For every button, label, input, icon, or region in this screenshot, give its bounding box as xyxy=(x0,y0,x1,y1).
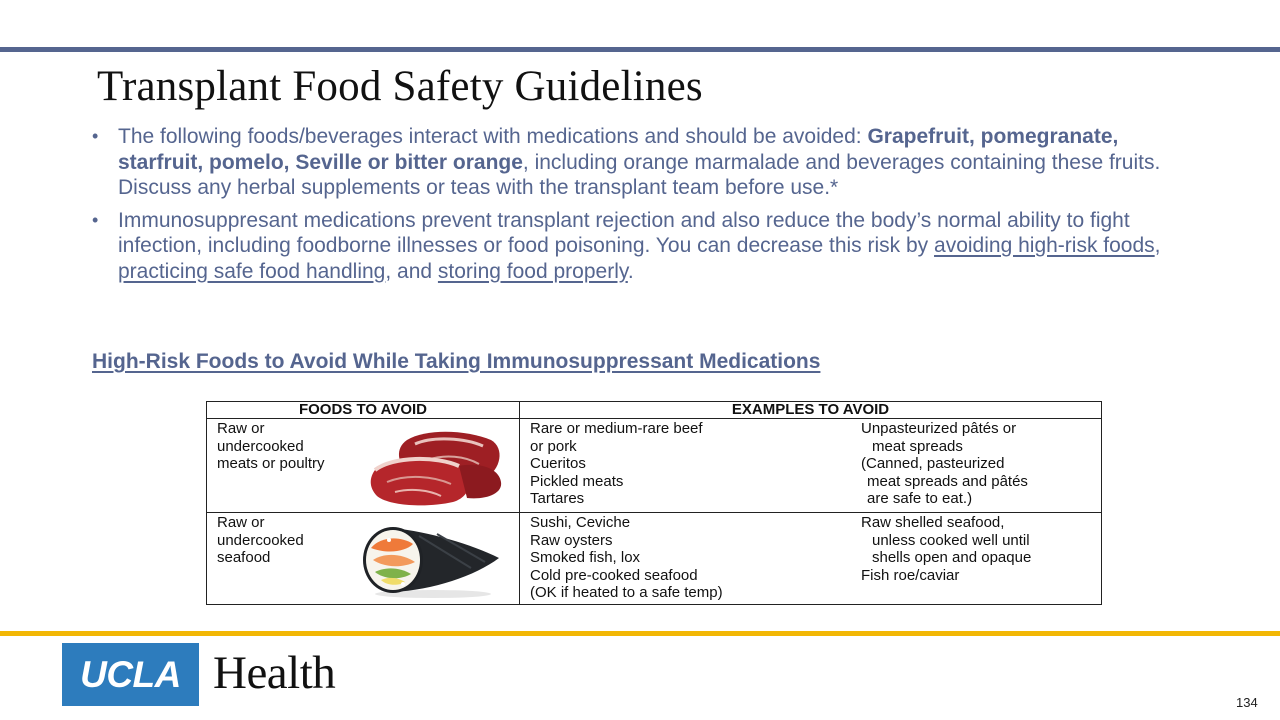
link-practicing-safe-food-handling[interactable]: practicing safe food handling xyxy=(118,259,386,283)
bullet-item-immunosuppressants xyxy=(92,208,1202,285)
examples-notes-meats: Unpasteurized pâtés or meat spreads (Canned, pasteurized meat spreads and pâtés are safe to eat.) xyxy=(861,420,1028,507)
examples-cell-seafood xyxy=(520,513,1102,605)
table-header-row xyxy=(207,402,1102,419)
high-risk-foods-table xyxy=(206,401,1102,605)
slide-title: Transplant Food Safety Guidelines xyxy=(97,63,703,110)
bullet-1-rest: , including orange marmalade and beverages containing these fruits. Discuss any herbal supplements or teas with the transplant team before use.* xyxy=(118,150,1161,199)
category-cell-seafood xyxy=(207,513,520,605)
link-storing-food-properly[interactable]: storing food properly xyxy=(437,259,628,283)
bullet-2-text: Immunosuppresant medications prevent transplant rejection and also reduce the body’s normal ability to fight infection, including foodborne illnesses or food poisoning. You can decrease this risk by xyxy=(118,208,1130,257)
examples-list-seafood: Sushi, Ceviche Raw oysters Smoked fish, lox Cold pre-cooked seafood (OK if heated to a safe temp) xyxy=(530,514,723,601)
section-heading-high-risk-foods: High-Risk Foods to Avoid While Taking Immunosuppressant Medications xyxy=(92,350,821,373)
link-avoiding-high-risk-foods[interactable]: avoiding high-risk foods xyxy=(934,234,1155,257)
page-number: 134 xyxy=(1236,695,1258,710)
raw-steak-icon xyxy=(367,426,507,508)
health-logo-text: Health xyxy=(213,647,336,699)
bullet-1-fruits: Grapefruit, pomegranate, starfruit, pomelo, Seville or bitter orange xyxy=(118,125,1119,174)
bullet-2-sep1: , xyxy=(1154,234,1161,257)
examples-cell-meats xyxy=(520,419,1102,513)
bullet-2-end: . xyxy=(627,259,634,283)
table-row-seafood xyxy=(207,513,1102,605)
bullet-item-interactions xyxy=(92,124,1202,201)
ucla-logo-text: UCLA xyxy=(80,653,181,695)
examples-list-meats: Rare or medium-rare beef or pork Cueritos Pickled meats Tartares xyxy=(530,420,703,507)
header-foods-to-avoid: FOODS TO AVOID xyxy=(207,402,520,419)
category-cell-meats xyxy=(207,419,520,513)
sushi-roll-icon xyxy=(359,522,503,600)
table-row-meats xyxy=(207,419,1102,513)
category-label-seafood: Raw or undercooked seafood xyxy=(217,514,304,566)
category-label-meats: Raw or undercooked meats or poultry xyxy=(217,420,325,472)
bullet-list xyxy=(92,124,1202,284)
header-examples-to-avoid: EXAMPLES TO AVOID xyxy=(520,402,1102,419)
examples-notes-seafood: Raw shelled seafood, unless cooked well until shells open and opaque Fish roe/caviar xyxy=(861,514,1032,584)
bullet-2-sep2: , and xyxy=(385,259,433,283)
ucla-logo-box xyxy=(62,643,199,706)
bottom-divider xyxy=(0,631,1280,636)
bullet-1-intro: The following foods/beverages interact with medications and should be avoided: xyxy=(118,125,862,148)
top-divider xyxy=(0,47,1280,52)
